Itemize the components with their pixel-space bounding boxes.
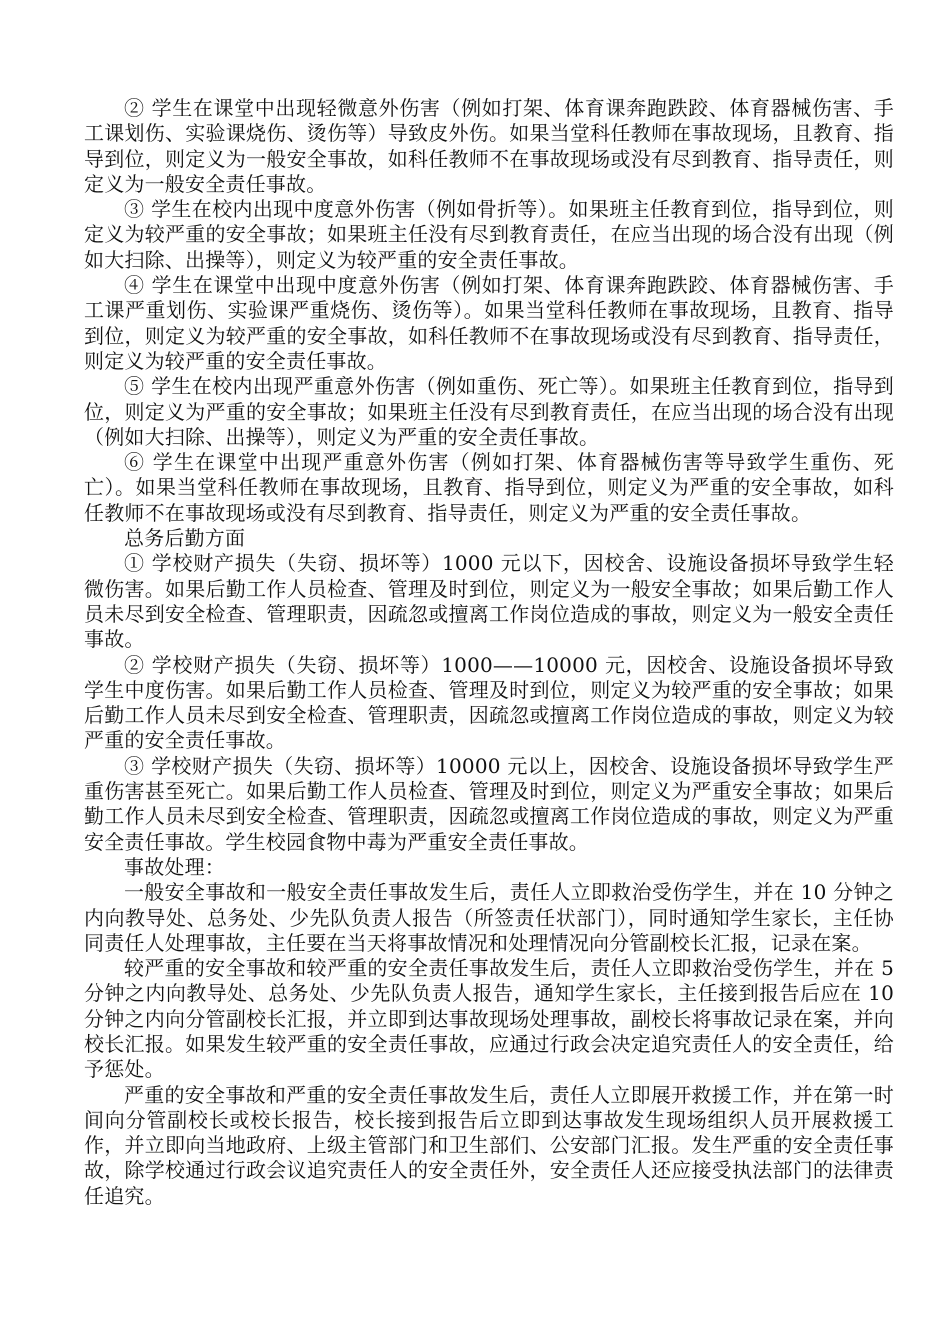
section-heading-logistics: 总务后勤方面 — [124, 526, 246, 551]
paragraph-logistics-item-2: ② 学校财产损失（失窃、损坏等）1000——10000 元，因校舍、设施设备损坏导致学生中度伤害。如果后勤工作人员检查、管理及时到位，则定义为较严重的安全事故；如果后勤工作人员未尽到安全检查、管理职责，因疏忽或擅离工作岗位造成的事故，则定义为较严重的安全责任事故。 — [84, 652, 894, 753]
section-heading-accident-handling: 事故处理： — [124, 854, 225, 879]
paragraph-item-5-student-severe-injury-campus: ⑤ 学生在校内出现严重意外伤害（例如重伤、死亡等）。如果班主任教育到位，指导到位，则定义为严重的安全事故；如果班主任没有尽到教育责任，在应当出现的场合没有出现（例如大扫除、出操等），则定义为严重的安全责任事故。 — [84, 374, 894, 449]
document-body — [84, 96, 894, 1209]
paragraph-logistics-item-3: ③ 学校财产损失（失窃、损坏等）10000 元以上，因校舍、设施设备损坏导致学生严重伤害甚至死亡。如果后勤工作人员检查、管理及时到位，则定义为严重安全事故；如果后勤工作人员未尽到安全检查、管理职责，因疏忽或擅离工作岗位造成的事故，则定义为严重安全责任事故。学生校园食物中毒为严重安全责任事故。 — [84, 753, 894, 854]
paragraph-logistics-item-1: ① 学校财产损失（失窃、损坏等）1000 元以下，因校舍、设施设备损坏导致学生轻微伤害。如果后勤工作人员检查、管理及时到位，则定义为一般安全事故；如果后勤工作人员未尽到安全检查、管理职责，因疏忽或擅离工作岗位造成的事故，则定义为一般安全责任事故。 — [84, 551, 894, 652]
paragraph-handling-general: 一般安全事故和一般安全责任事故发生后，责任人立即救治受伤学生，并在 10 分钟之内向教导处、总务处、少先队负责人报告（所签责任状部门），同时通知学生家长，主任协同责任人处理事故，主任要在当天将事故情况和处理情况向分管副校长汇报，记录在案。 — [84, 880, 894, 955]
paragraph-item-2-student-minor-injury-classroom: ② 学生在课堂中出现轻微意外伤害（例如打架、体育课奔跑跌跤、体育器械伤害、手工课划伤、实验课烧伤、烫伤等）导致皮外伤。如果当堂科任教师在事故现场，且教育、指导到位，则定义为一般安全事故，如科任教师不在事故现场或没有尽到教育、指导责任，则定义为一般安全责任事故。 — [84, 96, 894, 196]
paragraph-handling-severe: 严重的安全事故和严重的安全责任事故发生后，责任人立即展开救援工作，并在第一时间向分管副校长或校长报告，校长接到报告后立即到达事故发生现场组织人员开展救援工作，并立即向当地政府、上级主管部门和卫生部们、公安部门汇报。发生严重的安全责任事故，除学校通过行政会议追究责任人的安全责任外，安全责任人还应接受执法部门的法律责任追究。 — [84, 1082, 894, 1208]
paragraph-item-3-student-moderate-injury-campus: ③ 学生在校内出现中度意外伤害（例如骨折等）。如果班主任教育到位，指导到位，则定义为较严重的安全事故；如果班主任没有尽到教育责任，在应当出现的场合没有出现（例如大扫除、出操等），则定义为较严重的安全责任事故。 — [84, 197, 894, 272]
paragraph-handling-moderate: 较严重的安全事故和较严重的安全责任事故发生后，责任人立即救治受伤学生，并在 5 分钟之内向教导处、总务处、少先队负责人报告，通知学生家长，主任接到报告后应在 10 分钟之内向分管副校长汇报，并立即到达事故现场处理事故，副校长将事故记录在案，并向校长汇报。如果发生较严重的安全责任事故，应通过行政会决定追究责任人的安全责任，给予惩处。 — [84, 956, 894, 1082]
paragraph-item-6-student-severe-injury-classroom: ⑥ 学生在课堂中出现严重意外伤害（例如打架、体育器械伤害等导致学生重伤、死亡）。如果当堂科任教师在事故现场，且教育、指导到位，则定义为严重的安全事故，如科任教师不在事故现场或没有尽到教育、指导责任，则定义为严重的安全责任事故。 — [84, 450, 894, 525]
paragraph-item-4-student-moderate-injury-classroom: ④ 学生在课堂中出现中度意外伤害（例如打架、体育课奔跑跌跤、体育器械伤害、手工课严重划伤、实验课严重烧伤、烫伤等）。如果当堂科任教师在事故现场，且教育、指导到位，则定义为较严重的安全事故，如科任教师不在事故现场或没有尽到教育、指导责任，则定义为较严重的安全责任事故。 — [84, 273, 894, 373]
